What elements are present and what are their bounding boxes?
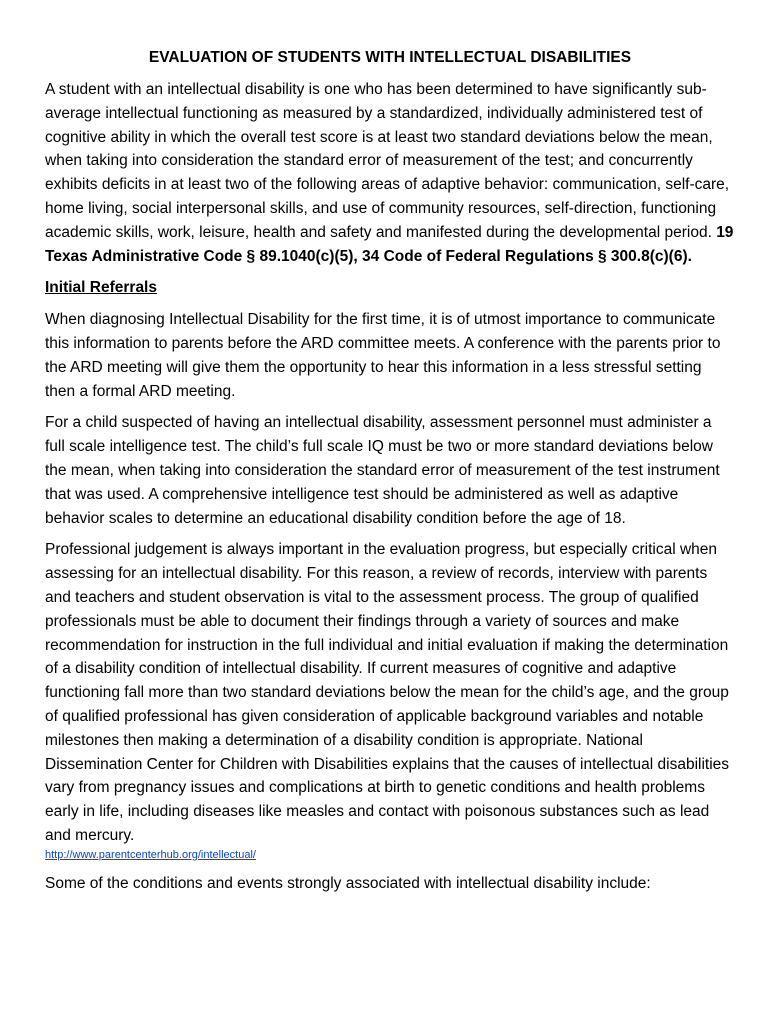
- reference-link-line: [45, 848, 735, 862]
- paragraph-professional-judgement: Professional judgement is always important in the evaluation progress, but especially critical when assessing for an intellectual disability. For this reason, a review of records, interview with parents and teachers and student observation is vital to the assessment process. The group of qualified professionals must be able to document their findings through a variety of sources and make recommendation for instruction in the full individual and initial evaluation if making the determination of a disability condition of intellectual disability. If current measures of cognitive and adaptive functioning fall more than two standard deviations below the mean for the child’s age, and the group of qualified professional has given consideration of applicable background variables and notable milestones then making a determination of a disability condition is appropriate. National Dissemination Center for Children with Disabilities explains that the causes of intellectual disabilities vary from pregnancy issues and complications at birth to genetic conditions and health problems early in life, including diseases like measles and contact with poisonous substances such as lead and mercury.: [45, 541, 730, 844]
- definition-paragraph: [45, 78, 735, 268]
- parentcenterhub-link[interactable]: http://www.parentcenterhub.org/intellectual/: [45, 848, 256, 861]
- definition-text: A student with an intellectual disability is one who has been determined to have significantly sub-average intellectual functioning as measured by a standardized, individually administered test of cognitive ability in which the overall test score is at least two standard deviations below the mean, when taking into consideration the standard error of measurement of the test; and concurrently exhibits deficits in at least two of the following areas of adaptive behavior: communication, self-care, home living, social interpersonal skills, and use of community resources, self-direction, functioning academic skills, work, leisure, health and safety and manifested during the developmental period.: [45, 81, 730, 241]
- document-title: EVALUATION OF STUDENTS WITH INTELLECTUAL DISABILITIES: [148, 49, 632, 66]
- paragraph-diagnosing: When diagnosing Intellectual Disability for the first time, it is of utmost importance to communicate this information to parents before the ARD committee meets. A conference with the parents prior to the ARD meeting will give them the opportunity to hear this information in a less stressful setting then a formal ARD meeting.: [45, 311, 721, 400]
- paragraph-conditions-intro: Some of the conditions and events strongly associated with intellectual disability include:: [45, 874, 651, 892]
- legal-citation: 19 Texas Administrative Code § 89.1040(c)(5), 34 Code of Federal Regulations § 300.8(c)(6).: [45, 223, 734, 265]
- document-page: [45, 46, 735, 904]
- paragraph-assessment: For a child suspected of having an intellectual disability, assessment personnel must administer a full scale intelligence test. The child’s full scale IQ must be two or more standard deviations below the mean, when taking into consideration the standard error of measurement of the test instrument that was used. A comprehensive intelligence test should be administered as well as adaptive behavior scales to determine an educational disability condition before the age of 18.: [45, 414, 720, 527]
- section-heading-initial-referrals: Initial Referrals: [45, 279, 157, 297]
